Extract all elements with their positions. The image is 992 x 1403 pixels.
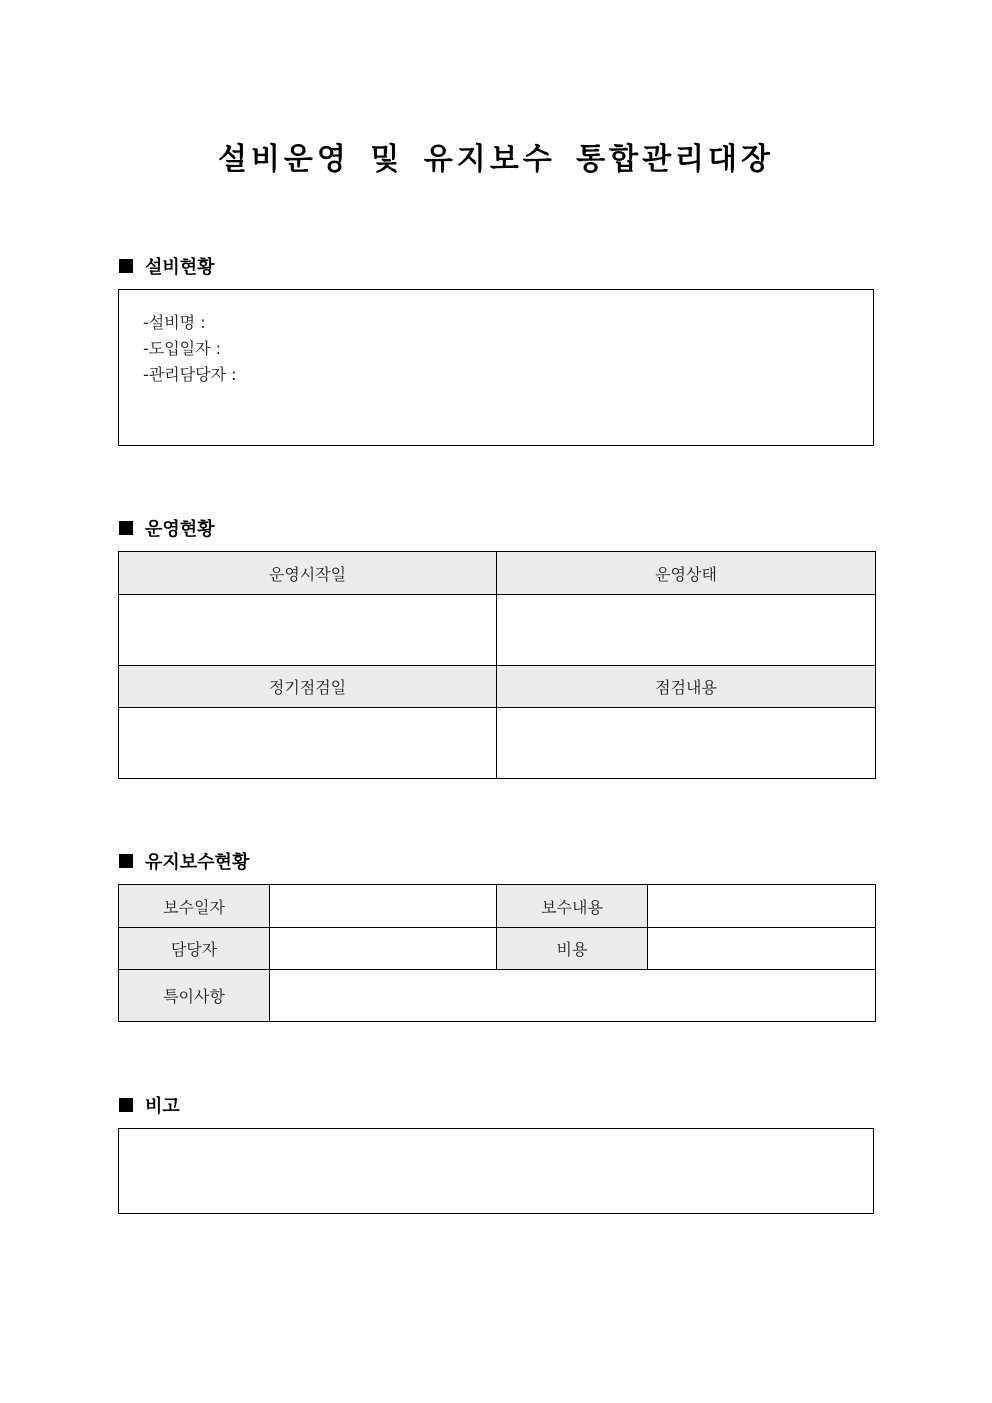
inspection-date-header: 정기점검일 [119, 666, 497, 708]
manager-label: 담당자 [119, 928, 270, 970]
equipment-name-line: -설비명 : [143, 313, 206, 332]
operation-start-date-cell[interactable] [119, 595, 497, 666]
repair-content-cell[interactable] [648, 885, 876, 928]
cost-label: 비용 [497, 928, 648, 970]
section-title-equipment: 설비현황 [145, 257, 215, 278]
inspection-content-header: 점검내용 [497, 666, 876, 708]
section-heading-remarks [119, 1092, 180, 1118]
square-bullet-icon [119, 1098, 133, 1112]
section-heading-equipment [119, 253, 215, 279]
maintenance-table [118, 884, 876, 1022]
page-title: 설비운영 및 유지보수 통합관리대장 [217, 142, 775, 177]
inspection-date-cell[interactable] [119, 708, 497, 779]
manager-line: -관리담당자 : [143, 365, 237, 384]
repair-date-cell[interactable] [270, 885, 497, 928]
operation-status-header: 운영상태 [497, 552, 876, 595]
operation-start-date-header: 운영시작일 [119, 552, 497, 595]
cost-cell[interactable] [648, 928, 876, 970]
square-bullet-icon [119, 259, 133, 273]
inspection-content-cell[interactable] [497, 708, 876, 779]
repair-date-label: 보수일자 [119, 885, 270, 928]
operation-table [118, 551, 876, 779]
section-title-maintenance: 유지보수현황 [145, 852, 250, 873]
remarks-box[interactable] [118, 1128, 874, 1214]
section-heading-maintenance [119, 848, 249, 874]
introduction-date-line: -도입일자 : [143, 339, 222, 358]
equipment-info-box[interactable] [118, 289, 874, 446]
section-heading-operation [119, 515, 215, 541]
operation-status-cell[interactable] [497, 595, 876, 666]
notes-cell[interactable] [270, 970, 876, 1022]
section-title-remarks: 비고 [145, 1096, 180, 1117]
square-bullet-icon [119, 521, 133, 535]
section-title-operation: 운영현황 [145, 519, 215, 540]
repair-content-label: 보수내용 [497, 885, 648, 928]
manager-cell[interactable] [270, 928, 497, 970]
notes-label: 특이사항 [119, 970, 270, 1022]
square-bullet-icon [119, 854, 133, 868]
